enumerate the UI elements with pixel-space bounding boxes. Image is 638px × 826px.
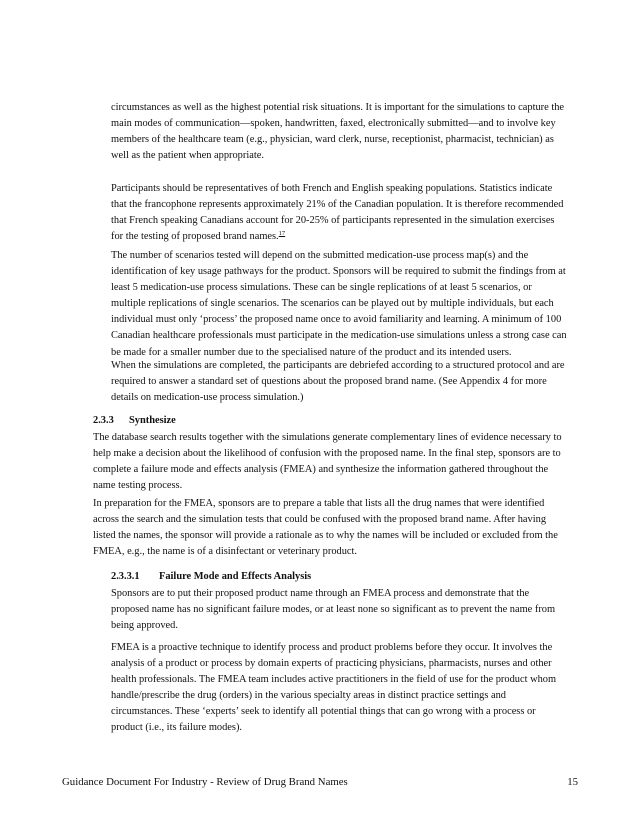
section-title: Synthesize <box>129 415 176 426</box>
paragraph-fmea-process: Sponsors are to put their proposed product name through an FMEA process and demonstrate that the proposed name has no significant failure modes, or at least none so significant as to prevent the name from being approved. <box>111 588 556 632</box>
section-number: 2.3.3 <box>93 415 114 426</box>
paragraph-simulation-circumstances: circumstances as well as the highest potential risk situations. It is important for the simulations to capture the main modes of communication—spoken, handwritten, faxed, electronically submitted—and to involve key members of the healthcare team (e.g., physician, ward clerk, nurse, receptionist, pharmacist, technician) as well as the patient when appropriate. <box>111 102 565 162</box>
section-heading-2-3-3 <box>93 414 569 428</box>
section-title: Failure Mode and Effects Analysis <box>159 571 312 582</box>
paragraph-fmea-definition: FMEA is a proactive technique to identify process and product problems before they occur. It involves the analysis of a product or process by domain experts of practicing physicians, pharmacists, nurses and other health professionals. The FMEA team includes active practitioners in the field of use for the product whom handle/prescribe the drug (orders) in the various specialty areas in distinct practice settings and circumstances. These ‘experts’ seek to identify all potential things that can go wrong with a process or product (i.e., its failure modes). <box>111 642 557 734</box>
section-heading-2-3-3-1 <box>111 570 569 584</box>
paragraph-fmea-preparation: In preparation for the FMEA, sponsors are to prepare a table that lists all the drug names that were identified across the search and the simulation tests that could be confused with the proposed brand name. After having listed the names, the sponsor will provide a rationale as to why the names will be included or excluded from the FMEA, e.g., the name is of a disinfectant or veterinary product. <box>93 498 558 558</box>
paragraph-debriefing: When the simulations are completed, the participants are debriefed according to a structured protocol and are required to answer a standard set of questions about the proposed brand name. (See Appendix 4 for more details on medication-use process simulation.) <box>111 360 565 404</box>
footer-document-title: Guidance Document For Industry - Review of Drug Brand Names <box>62 776 348 788</box>
page-number: 15 <box>567 776 578 788</box>
paragraph-number-of-scenarios: The number of scenarios tested will depend on the submitted medication-use process map(s) and the identification of key usage pathways for the product. Sponsors will be required to submit the findings from at least 5 medication-use process simulations. These can be single replications of at least 5 scenarios, or multiple replications of single scenarios. The scenarios can be played out by multiple individuals, but each individual must only ‘process’ the proposed name once to avoid familiarity and learning. A minimum of 100 Canadian healthcare professionals must participate in the medication-use simulations unless a strong case can be made for a smaller number due to the specialised nature of the product and its intended users. <box>111 250 567 358</box>
paragraph-participants-text: Participants should be representatives of both French and English speaking populations. Statistics indicate that the francophone represents approximately 21% of the Canadian population. It is therefore recommended that French speaking Canadians account for 20-25% of participants represented in the simulation exercises for the testing of proposed brand names. <box>111 183 564 243</box>
footnote-reference[interactable]: 17 <box>278 230 286 238</box>
section-number: 2.3.3.1 <box>111 571 140 582</box>
paragraph-participants <box>111 181 569 245</box>
paragraph-synthesize: The database search results together with the simulations generate complementary lines of evidence necessary to help make a decision about the likelihood of confusion with the proposed name. In the final step, sponsors are to complete a failure mode and effects analysis (FMEA) and synthesize the information gathered throughout the name testing process. <box>93 432 562 492</box>
